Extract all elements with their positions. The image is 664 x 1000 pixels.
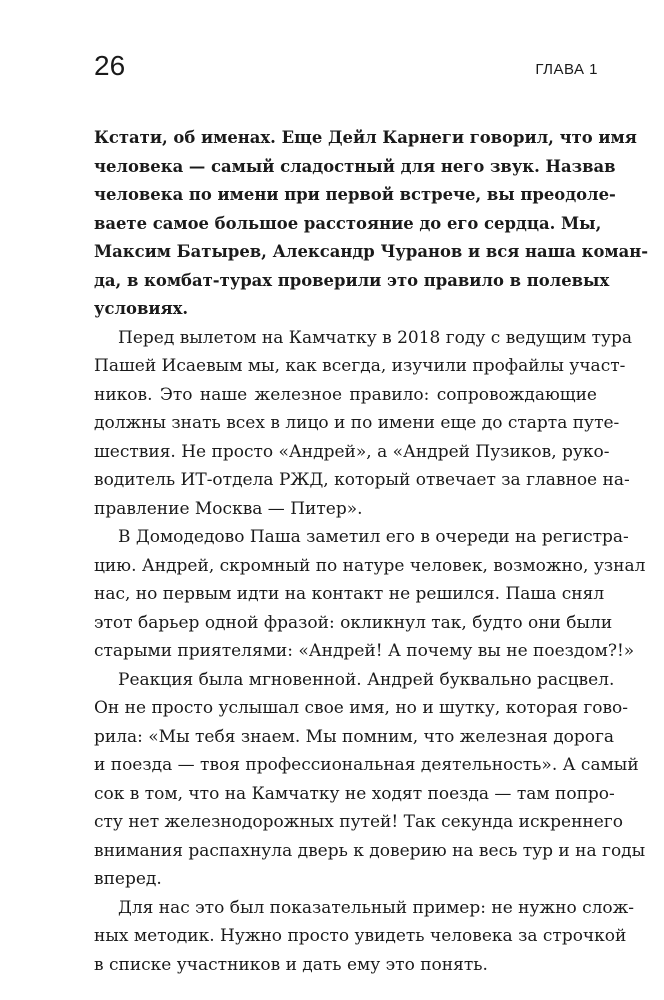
body-text bbox=[94, 124, 649, 979]
text-line: Он не просто услышал свое имя, но и шутку, которая гово- bbox=[94, 698, 629, 718]
text-line: В Домодедово Паша заметил его в очереди на регистра- bbox=[118, 527, 629, 547]
paragraph-conclusion bbox=[94, 894, 635, 980]
paragraph-domodedovo bbox=[94, 523, 646, 666]
paragraph-intro bbox=[94, 124, 649, 324]
text-line: в списке участников и дать ему это понять. bbox=[94, 954, 488, 975]
text-line: правление Москва — Питер». bbox=[94, 498, 363, 519]
text-line: этот барьер одной фразой: окликнул так, будто они были bbox=[94, 612, 613, 633]
text-line: сок в том, что на Камчатку не ходят поезда — там попро- bbox=[94, 783, 615, 804]
paragraph-kamchatka bbox=[94, 324, 632, 524]
text-line: ваете самое большое расстояние до его сердца. Мы, bbox=[94, 213, 602, 233]
text-line: нас, но первым идти на контакт не решился. Паша снял bbox=[94, 584, 605, 604]
text-line: ников. Это наше железное правило: сопровождающие bbox=[94, 384, 597, 405]
text-line: старыми приятелями: «Андрей! А почему вы не поездом?!» bbox=[94, 641, 635, 661]
text-line: человека по имени при первой встрече, вы преодоле- bbox=[94, 185, 616, 204]
text-line: рила: «Мы тебя знаем. Мы помним, что железная дорога bbox=[94, 726, 615, 747]
text-line: внимания распахнула дверь к доверию на весь тур и на годы bbox=[94, 840, 646, 861]
page-number: 26 bbox=[94, 50, 126, 81]
text-line: Для нас это был показательный пример: не нужно слож- bbox=[118, 897, 635, 918]
text-line: шествия. Не просто «Андрей», а «Андрей Пузиков, руко- bbox=[94, 441, 610, 462]
text-line: водитель ИТ-отдела РЖД, который отвечает за главное на- bbox=[94, 470, 630, 490]
text-line: цию. Андрей, скромный по натуре человек, возможно, узнал bbox=[94, 555, 646, 576]
text-line: условиях. bbox=[94, 299, 189, 318]
text-line: вперед. bbox=[94, 869, 162, 889]
paragraph-reaction bbox=[94, 666, 646, 894]
chapter-label: ГЛАВА 1 bbox=[535, 61, 598, 78]
text-line: Пашей Исаевым мы, как всегда, изучили профайлы участ- bbox=[94, 356, 626, 376]
text-line: сту нет железнодорожных путей! Так секунда искреннего bbox=[94, 812, 623, 832]
text-line: да, в комбат-турах проверили это правило в полевых bbox=[94, 270, 610, 290]
text-line: Кстати, об именах. Еще Дейл Карнеги говорил, что имя bbox=[94, 128, 637, 147]
text-line: должны знать всех в лицо и по имени еще до старта путе- bbox=[94, 413, 620, 433]
text-line: Реакция была мгновенной. Андрей буквально расцвел. bbox=[118, 669, 615, 690]
text-line: ных методик. Нужно просто увидеть человека за строчкой bbox=[94, 926, 627, 946]
text-line: человека — самый сладостный для него звук. Назвав bbox=[94, 156, 616, 176]
text-line: и поезда — твоя профессиональная деятельность». А самый bbox=[94, 755, 639, 775]
text-line: Максим Батырев, Александр Чуранов и вся наша коман- bbox=[94, 242, 649, 261]
text-line: Перед вылетом на Камчатку в 2018 году с ведущим тура bbox=[118, 327, 632, 348]
